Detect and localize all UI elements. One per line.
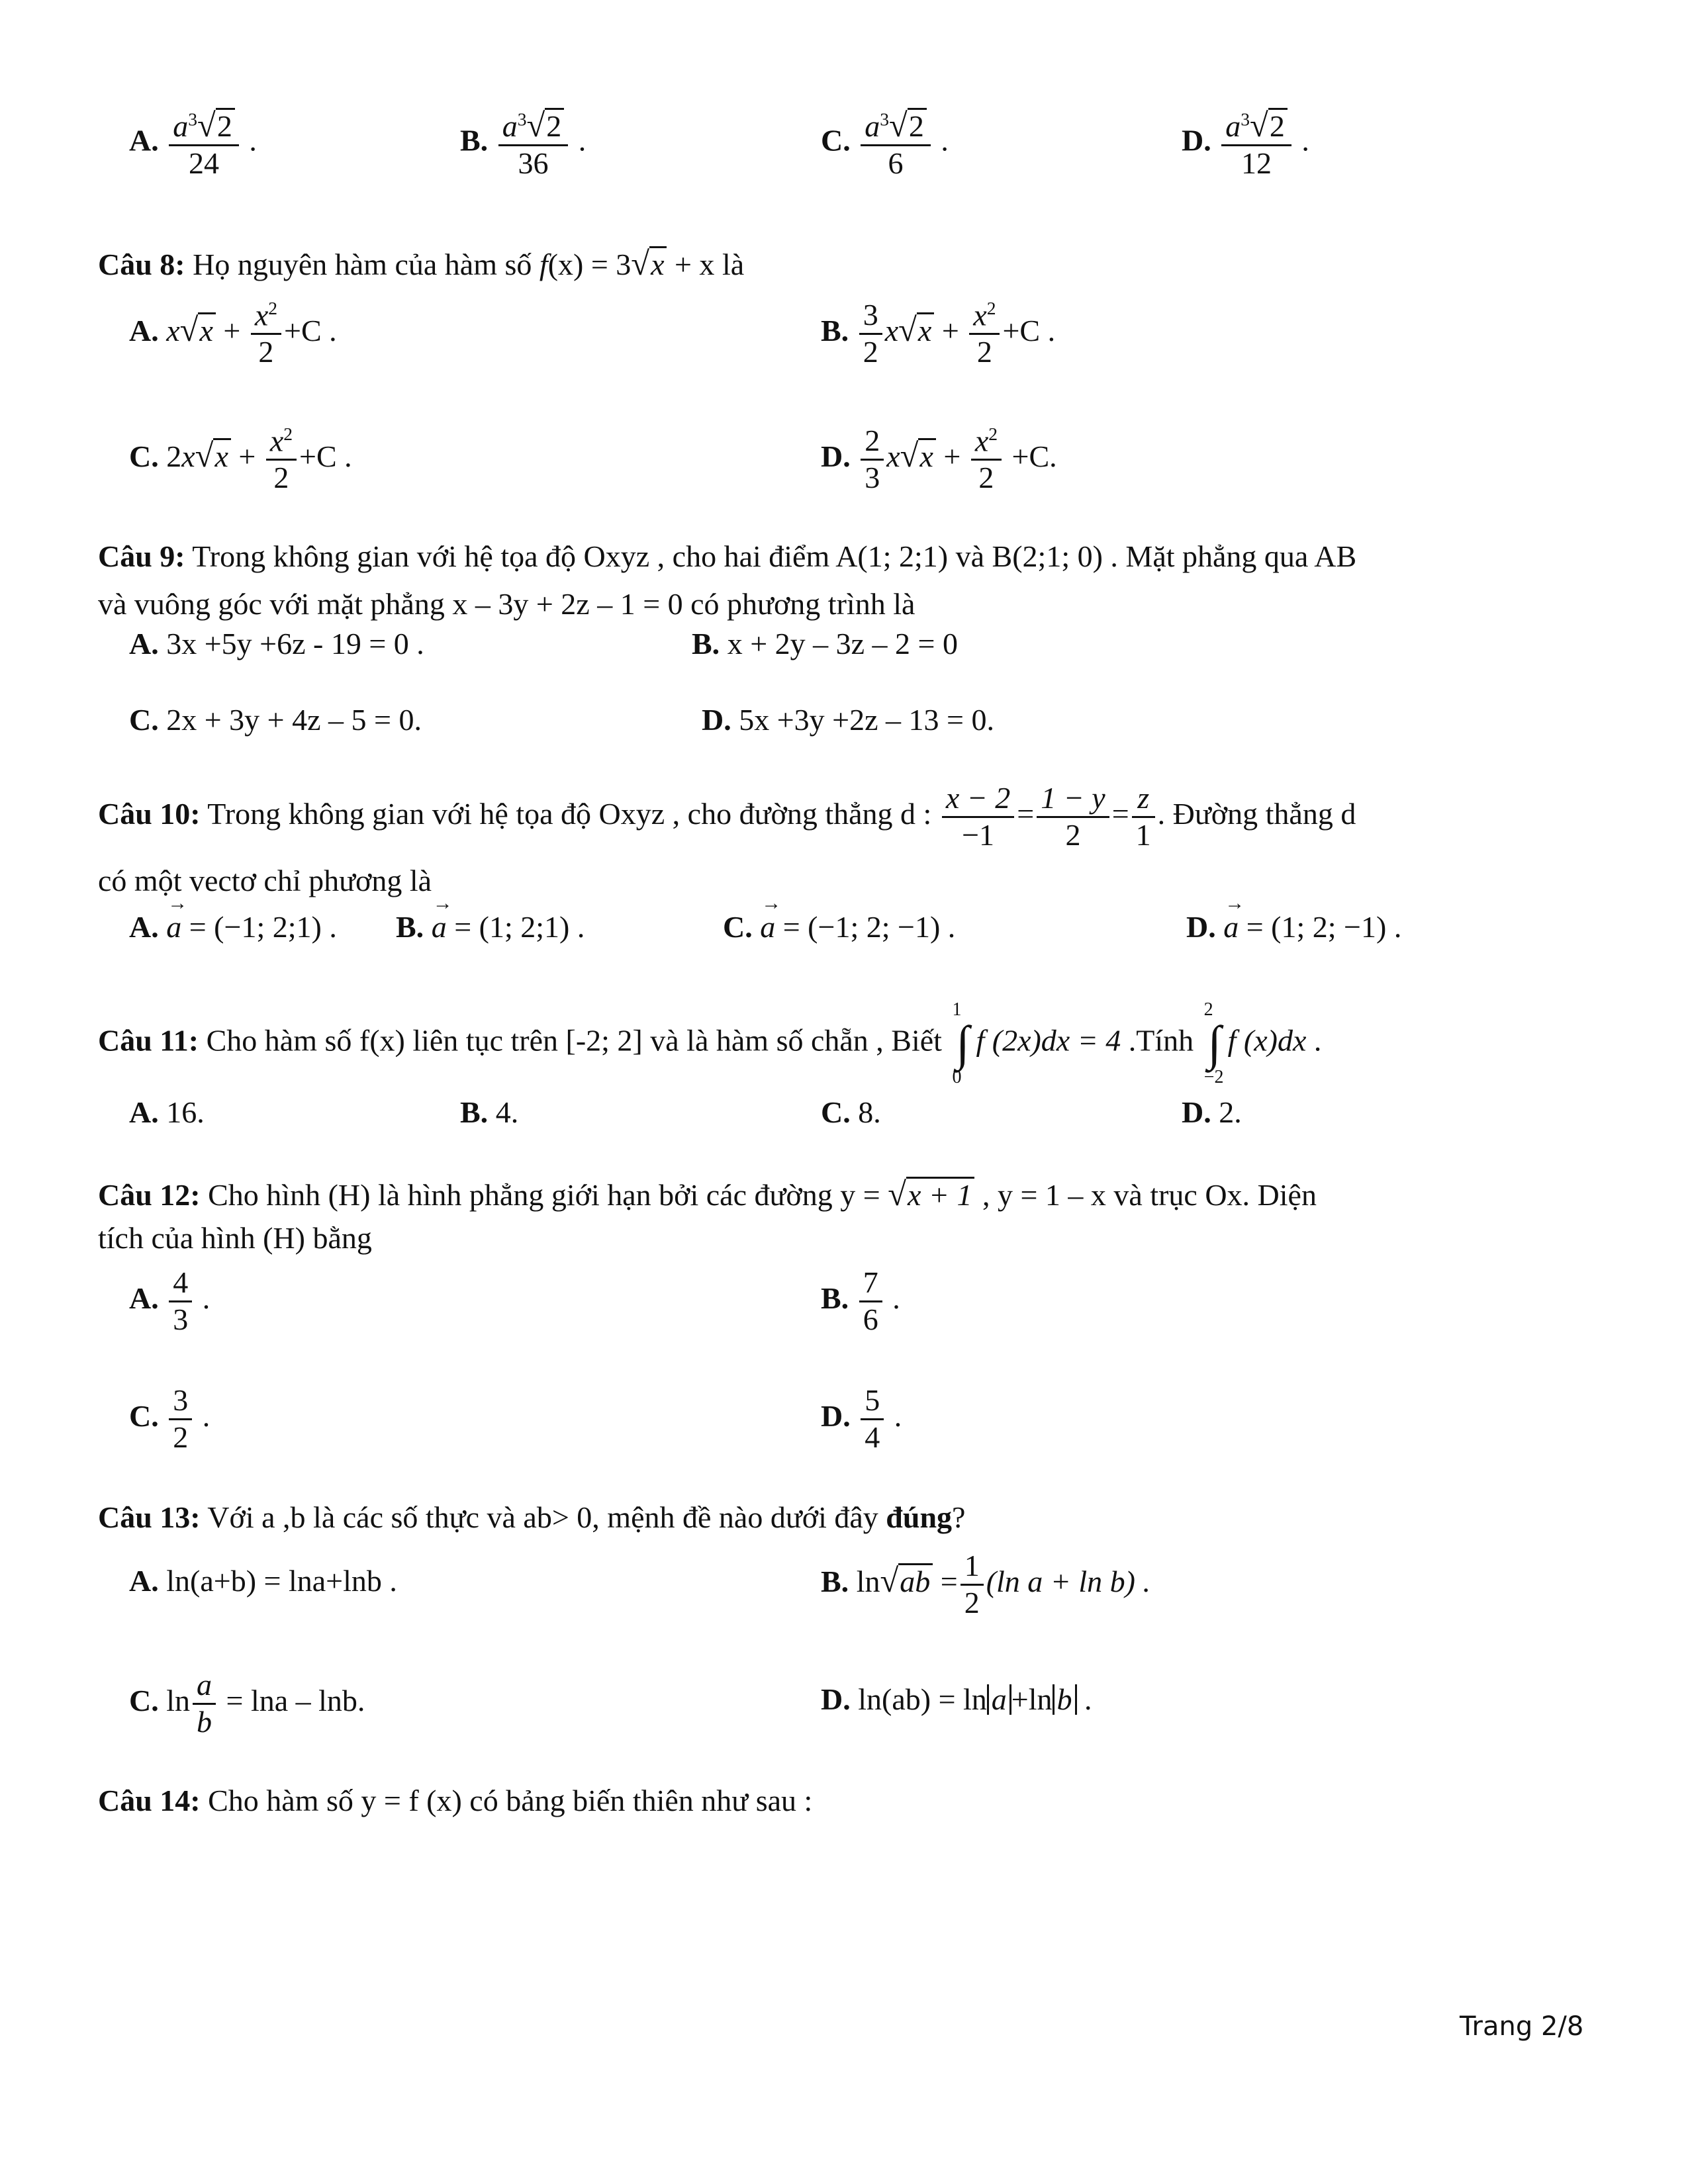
vector-a: → a (760, 912, 775, 942)
q11-option-c: C. 8. (821, 1095, 881, 1129)
vector-a: → a (166, 912, 181, 942)
q12-stem-line2: tích của hình (H) bằng (98, 1221, 372, 1255)
q7-option-b: B. $\frac{a^3√2}{36}$ . (460, 107, 586, 181)
q11-option-a: A. 16. (129, 1095, 205, 1129)
q12-option-c: C. $\frac{3}{2}$ . (129, 1383, 211, 1454)
fraction: $\frac{a^3√2}{6}$ (861, 106, 931, 181)
q10-option-b: B. → a = (1; 2;1) . (396, 912, 585, 942)
q13-option-b: B. ln√ab = $\frac{1}{2}$ (ln a + ln b) . (821, 1549, 1150, 1619)
q9-option-d: D. 5x +3y +2z – 13 = 0. (702, 703, 994, 737)
fraction: $\frac{a^3√2}{36}$ (498, 106, 569, 181)
q9-option-a: A. 3x +5y +6z - 19 = 0 . (129, 627, 424, 660)
fraction: $\frac{a^3√2}{24}$ (169, 106, 239, 181)
q8-option-c: C. 2x√x + $\frac{x^2}{2}$ +C . (129, 424, 352, 495)
fraction: $\frac{a^3√2}{12}$ (1221, 106, 1291, 181)
q8-option-b: B. $\frac{3}{2}$ x√x + $\frac{x^2}{2}$ +C . (821, 298, 1056, 369)
q12-option-b: B. $\frac{7}{6}$ . (821, 1265, 900, 1336)
q9-option-c: C. 2x + 3y + 4z – 5 = 0. (129, 703, 422, 737)
q14-stem: Câu 14: Cho hàm số y = f (x) có bảng biến thiên như sau : (98, 1784, 813, 1817)
integral-sign: 2 ∫ −2 (1203, 999, 1224, 1087)
q8-stem: Câu 8: Họ nguyên hàm của hàm số f(x) = 3√x + x là (98, 245, 745, 282)
q11-stem: Câu 11: Cho hàm số f(x) liên tục trên [-2; 2] và là hàm số chẵn , Biết 1 ∫ 0 f (2x)dx = 4 .Tính 2 ∫ −2 f (x)dx . (98, 999, 1322, 1087)
q13-option-a: A. ln(a+b) = lna+lnb . (129, 1564, 397, 1598)
page-number: Trang 2/8 (1460, 2011, 1584, 2042)
q10-stem-line2: có một vectơ chỉ phương là (98, 864, 432, 897)
q13-option-c: C. ln $\frac{a}{b}$ = lna – lnb. (129, 1668, 365, 1739)
q8-option-a: A. x√x + $\frac{x^2}{2}$ +C . (129, 298, 337, 369)
q12-option-a: A. $\frac{4}{3}$ . (129, 1265, 211, 1336)
q11-option-b: B. 4. (460, 1095, 519, 1129)
q10-option-a: A. → a = (−1; 2;1) . (129, 912, 337, 942)
q8-option-d: D. $\frac{2}{3}$ x√x + $\frac{x^2}{2}$ +C. (821, 424, 1057, 495)
vector-a: → a (432, 912, 447, 942)
integral-sign: 1 ∫ 0 (952, 999, 970, 1087)
q13-option-d: D. ln(ab) = ln a +ln b . (821, 1682, 1092, 1716)
q9-stem-line2: và vuông góc với mặt phẳng x – 3y + 2z – 1 = 0 có phương trình là (98, 587, 915, 621)
q12-option-d: D. $\frac{5}{4}$ . (821, 1383, 902, 1454)
q12-stem-line1: Câu 12: Cho hình (H) là hình phẳng giới hạn bởi các đường y = √x + 1 , y = 1 – x và trục Ox. Diện (98, 1175, 1317, 1212)
q9-option-b: B. x + 2y – 3z – 2 = 0 (692, 627, 958, 660)
q10-stem-line1: Câu 10: Trong không gian với hệ tọa độ Oxyz , cho đường thẳng d : $\frac{x - 2}{-1}$ = $\frac{1 - y}{2}$ = $\frac{z}{1}$ . Đường thẳng d (98, 781, 1356, 852)
q9-stem-line1: Câu 9: Trong không gian với hệ tọa độ Oxyz , cho hai điểm A(1; 2;1) và B(2;1; 0) . Mặt phẳng qua AB (98, 539, 1357, 573)
q13-stem: Câu 13: Với a ,b là các số thực và ab> 0, mệnh đề nào dưới đây đúng? (98, 1500, 966, 1534)
vector-a: → a (1223, 912, 1239, 942)
q7-option-a: A. $\frac{a^3√2}{24}$ . (129, 107, 257, 181)
q10-option-c: C. → a = (−1; 2; −1) . (723, 912, 955, 942)
q7-option-c: C. $\frac{a^3√2}{6}$ . (821, 107, 949, 181)
q10-option-d: D. → a = (1; 2; −1) . (1186, 912, 1401, 942)
q7-option-d: D. $\frac{a^3√2}{12}$ . (1182, 107, 1309, 181)
q11-option-d: D. 2. (1182, 1095, 1242, 1129)
